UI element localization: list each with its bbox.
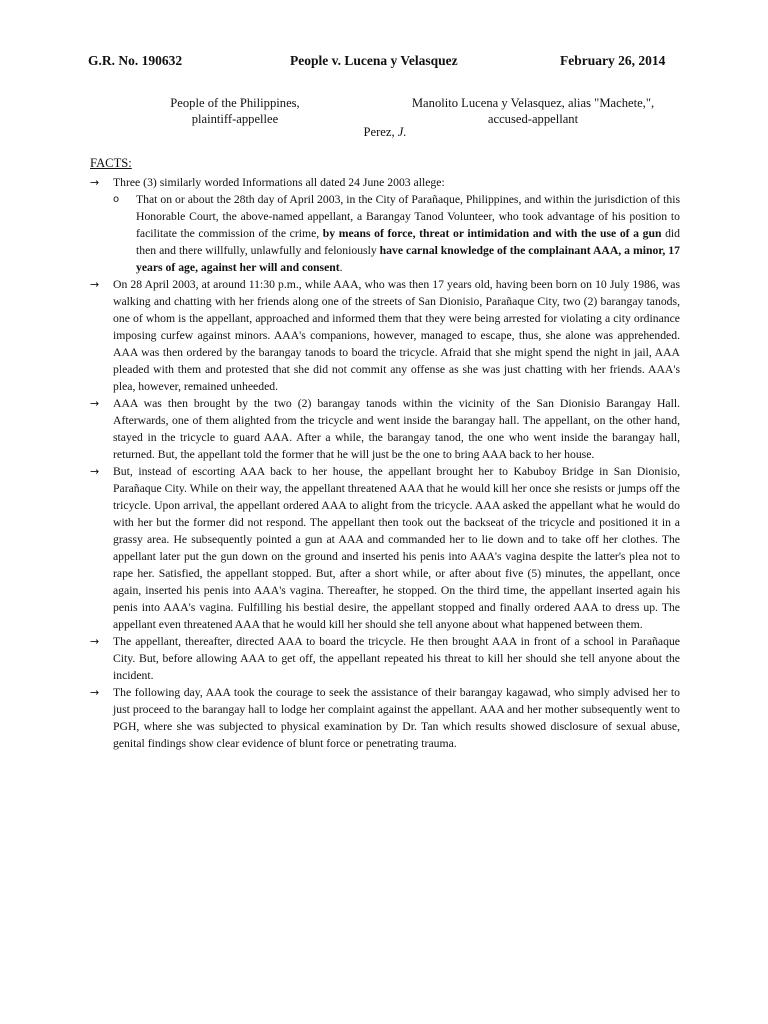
accused-name: Manolito Lucena y Velasquez, alias "Machete,", (411, 96, 655, 110)
allegation-bold-1: by means of force, threat or intimidation and with the use of a gun (322, 227, 662, 240)
allegation-text-3: . (339, 261, 343, 274)
fact-item (90, 684, 680, 752)
decision-date: February 26, 2014 (560, 53, 666, 68)
ponente (340, 125, 430, 140)
arrow-bullet-icon: → (90, 686, 100, 699)
fact-item (90, 633, 680, 684)
ponente-initial: J. (397, 125, 407, 139)
arrow-bullet-icon: → (90, 176, 100, 189)
arrow-bullet-icon: → (90, 397, 100, 410)
allegation-text-2: did then and there willfully, unlawfully and feloniously (136, 227, 681, 257)
fact-text: The appellant, thereafter, directed AAA to board the tricycle. He then brought AAA in front of a school in Parañaque City. But, before allowing AAA to get off, the appellant repeated his threat to kill her should she tell anyone about the incident. (113, 635, 680, 682)
information-allegation (90, 191, 680, 276)
facts-body (90, 174, 680, 752)
facts-heading: FACTS: (90, 156, 132, 170)
plaintiff-name: People of the Philippines, (170, 96, 300, 110)
arrow-bullet-icon: → (90, 278, 100, 291)
ponente-name: Perez, (363, 125, 398, 139)
allegation-bold-2: have carnal knowledge of the complainant AAA, a minor, 17 years of age, against her will and consent (136, 244, 680, 274)
case-title: People v. Lucena y Velasquez (290, 53, 458, 68)
fact-text: The following day, AAA took the courage to seek the assistance of their barangay kagawad, who simply advised her to just proceed to the barangay hall to lodge her complaint against the appellant. AAA and her mother subsequently went to PGH, where she was subjected to physical examination by Dr. Tan which results showed disclosure of sexual abuse, genital findings show clear evidence of blunt force or penetrating trauma. (113, 686, 680, 750)
fact-item (90, 463, 680, 633)
plaintiff-role: plaintiff-appellee (191, 112, 279, 126)
accused-block (388, 95, 678, 127)
fact-item (90, 174, 680, 191)
accused-role: accused-appellant (487, 112, 579, 126)
fact-text: On 28 April 2003, at around 11:30 p.m., while AAA, who was then 17 years old, having been born on 10 July 1986, was walking and chatting with her friends along one of the streets of San Dionisio, Parañaque City, two (2) barangay tanods, one of whom is the appellant, approached and informed them that they were being arrested for violating a city ordinance imposing curfew against minors. AAA's companions, however, managed to escape, thus, she alone was apprehended. AAA was then ordered by the barangay tanods to board the tricycle. Afraid that she might spend the night in jail, AAA pleaded with them and protested that she did not commit any offense as she was just chatting with her friends. AAA's plea, however, remained unheeded. (113, 278, 680, 393)
fact-text: AAA was then brought by the two (2) barangay tanods within the vicinity of the San Dionisio Barangay Hall. Afterwards, one of them alighted from the tricycle and went inside the barangay hall. The appellant, on the other hand, stayed in the tricycle to guard AAA. After a while, the barangay tanod, the one who went inside the barangay hall, returned. But, the appellant told the former that he will just be the one to bring AAA back to her house. (113, 397, 680, 461)
gr-number: G.R. No. 190632 (88, 53, 183, 68)
circle-bullet-icon: o (113, 194, 120, 205)
allegation-text-1: That on or about the 28th day of April 2003, in the City of Parañaque, Philippines, and within the jurisdiction of this Honorable Court, the above-named appellant, a Barangay Tanod Volunteer, who took advantage of his position to facilitate the commission of the crime, (136, 193, 680, 240)
plaintiff-block (140, 95, 330, 127)
fact-text: Three (3) similarly worded Informations all dated 24 June 2003 allege: (113, 176, 445, 189)
arrow-bullet-icon: → (90, 465, 100, 478)
arrow-bullet-icon: → (90, 635, 100, 648)
fact-item (90, 276, 680, 395)
fact-item (90, 395, 680, 463)
fact-text: But, instead of escorting AAA back to her house, the appellant brought her to Kabuboy Bridge in San Dionisio, Parañaque City. While on their way, the appellant threatened AAA that he would kill her once she resists or jumps off the tricycle. Upon arrival, the appellant ordered AAA to alight from the tricycle. AAA asked the appellant what he would do with her but the former did not respond. The appellant then took out the backseat of the tricycle and positioned it in a grassy area. He subsequently pointed a gun at AAA and commanded her to lie down and to take off her clothes. The appellant later put the gun down on the ground and inserted his penis into AAA's vagina despite the latter's plea not to rape her. Satisfied, the appellant stopped. But, after a short while, or after about five (5) minutes, the appellant, once again, inserted his penis into AAA's vagina. Thereafter, he stopped. On the third time, the appellant inserted again his penis into AAA's vagina. Fulfilling his bestial desire, the appellant stopped and finally ordered AAA to dress up. The appellant even threatened AAA that he would kill her should she tell anyone about what happened between them. (113, 465, 680, 631)
